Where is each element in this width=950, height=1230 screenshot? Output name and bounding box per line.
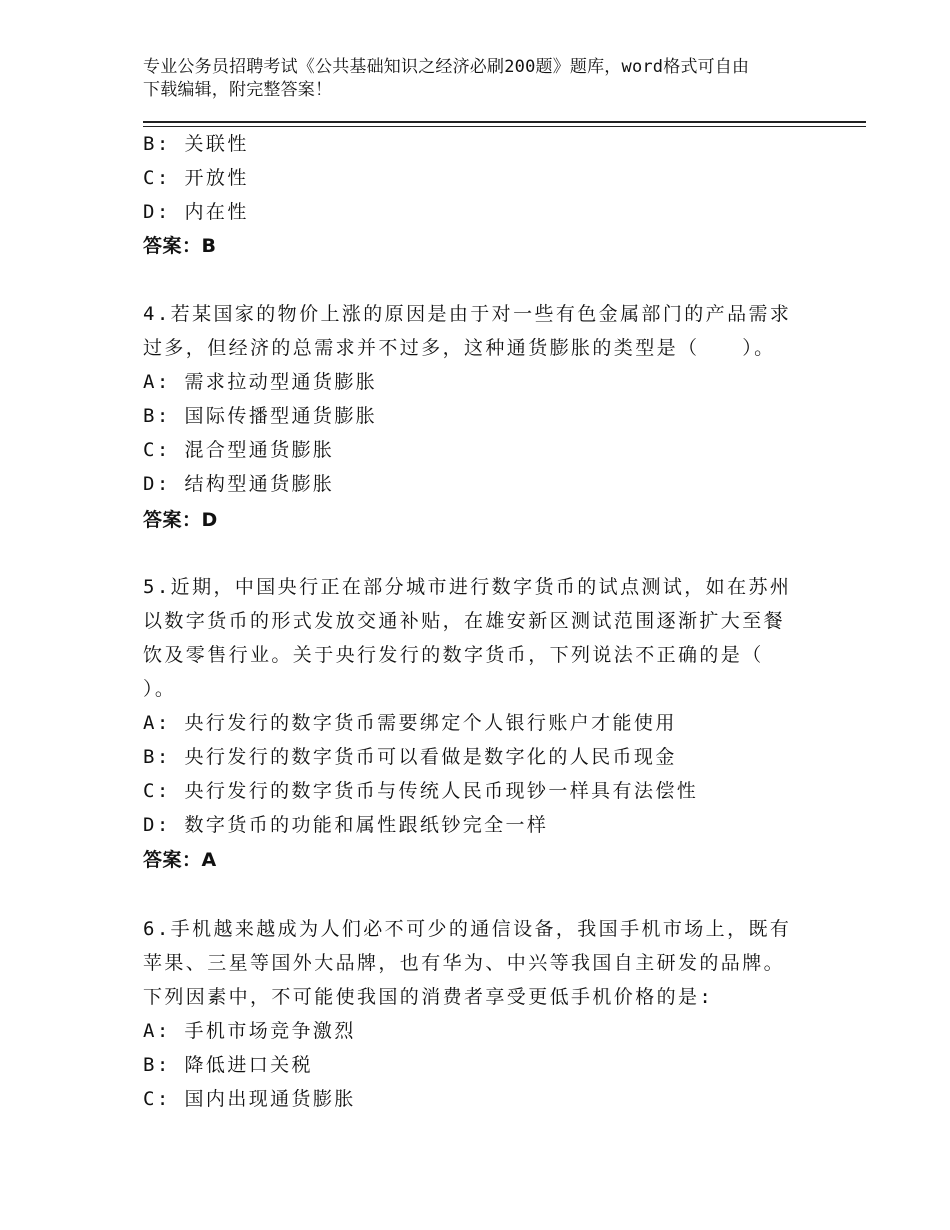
q5-option-c: C: 央行发行的数字货币与传统人民币现钞一样具有法偿性 <box>143 780 699 802</box>
q3-answer: 答案：B <box>143 235 217 257</box>
q5-stem-line-2: 以数字货币的形式发放交通补贴，在雄安新区测试范围逐渐扩大至餐 <box>143 610 786 632</box>
header-line-2: 下载编辑，附完整答案！ <box>143 80 333 100</box>
q5-option-b: B: 央行发行的数字货币可以看做是数字化的人民币现金 <box>143 746 677 768</box>
q6-option-a: A: 手机市场竞争激烈 <box>143 1020 356 1042</box>
q4-stem <box>143 297 803 365</box>
q3-option-b: B: 关联性 <box>143 133 249 155</box>
q5-stem-line-4: ）。 <box>143 678 177 700</box>
q6-stem-line-2: 苹果、三星等国外大品牌，也有华为、中兴等我国自主研发的品牌。 <box>143 952 786 974</box>
header-line-1: 专业公务员招聘考试《公共基础知识之经济必刷200题》题库，word格式可自由 <box>143 57 750 77</box>
header-rule-thin <box>143 126 866 127</box>
q6-stem-line-3: 下列因素中，不可能使我国的消费者享受更低手机价格的是: <box>143 986 714 1008</box>
q4-option-c: C: 混合型通货膨胀 <box>143 439 335 461</box>
q5-stem-line-3: 饮及零售行业。关于央行发行的数字货币，下列说法不正确的是（ <box>143 644 764 666</box>
q5-stem <box>143 570 803 706</box>
q6-option-b: B: 降低进口关税 <box>143 1054 313 1076</box>
q4-stem-line-1: 4.若某国家的物价上涨的原因是由于对一些有色金属部门的产品需求 <box>143 303 792 325</box>
q5-option-a: A: 央行发行的数字货币需要绑定个人银行账户才能使用 <box>143 712 677 734</box>
q3-option-c: C: 开放性 <box>143 167 249 189</box>
q4-option-b: B: 国际传播型通货膨胀 <box>143 405 378 427</box>
page-header <box>143 56 813 102</box>
q4-stem-line-2: 过多，但经济的总需求并不过多，这种通货膨胀的类型是（ ）。 <box>143 337 776 359</box>
q4-option-d: D: 结构型通货膨胀 <box>143 473 335 495</box>
header-rule-thick <box>143 121 866 123</box>
q5-answer: 答案：A <box>143 849 217 871</box>
q6-stem <box>143 912 803 1014</box>
q5-option-d: D: 数字货币的功能和属性跟纸钞完全一样 <box>143 814 549 836</box>
q3-option-d: D: 内在性 <box>143 201 249 223</box>
q6-option-c: C: 国内出现通货膨胀 <box>143 1088 356 1110</box>
q4-option-a: A: 需求拉动型通货膨胀 <box>143 371 378 393</box>
q5-stem-line-1: 5.近期，中国央行正在部分城市进行数字货币的试点测试，如在苏州 <box>143 576 792 598</box>
q6-stem-line-1: 6.手机越来越成为人们必不可少的通信设备，我国手机市场上，既有 <box>143 918 792 940</box>
q4-answer: 答案：D <box>143 509 218 531</box>
